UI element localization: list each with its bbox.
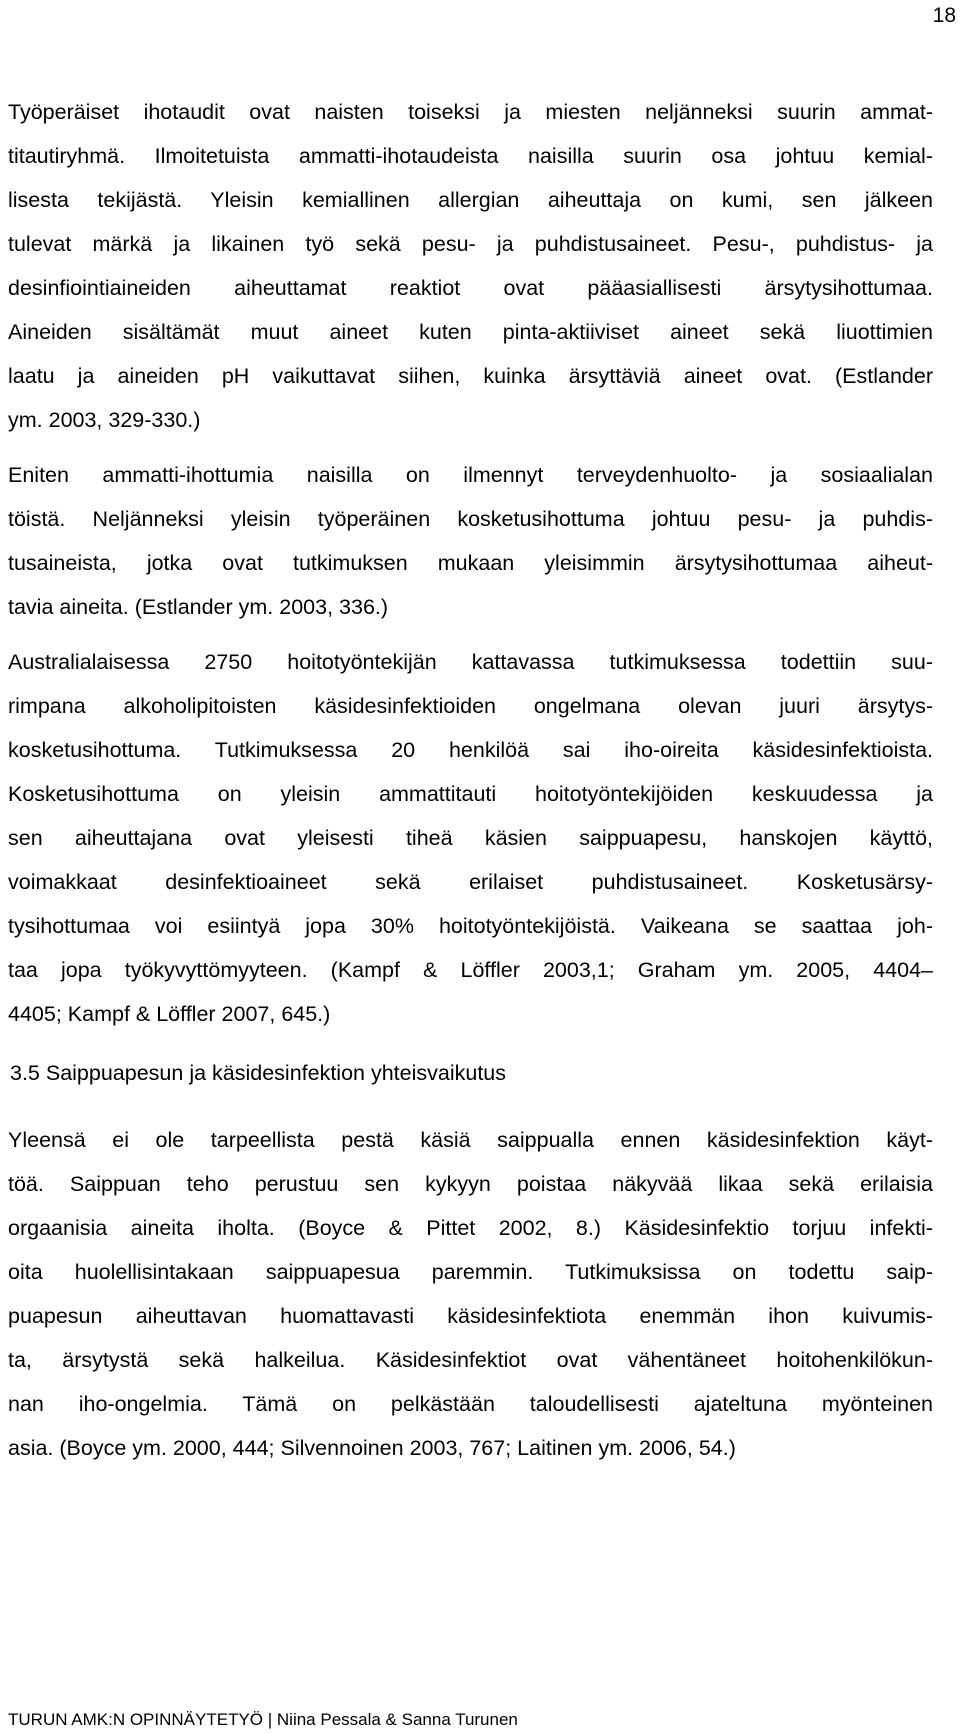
text-line: rimpana alkoholipitoisten käsidesinfektioiden ongelmana olevan juuri ärsytys- xyxy=(8,694,933,718)
text-line: laatu ja aineiden pH vaikuttavat siihen, kuinka ärsyttäviä aineet ovat. (Estlander xyxy=(8,364,933,388)
text-line: Aineiden sisältämät muut aineet kuten pinta-aktiiviset aineet sekä liuottimien xyxy=(8,320,933,344)
text-line: sen aiheuttajana ovat yleisesti tiheä käsien saippuapesu, hanskojen käyttö, xyxy=(8,826,933,850)
page-footer: TURUN AMK:N OPINNÄYTETYÖ | Niina Pessala & Sanna Turunen xyxy=(8,1710,518,1729)
text-line: puapesun aiheuttavan huomattavasti käsidesinfektiota enemmän ihon kuivumis- xyxy=(8,1304,933,1328)
text-line: Kosketusihottuma on yleisin ammattitauti hoitotyöntekijöiden keskuudessa ja xyxy=(8,782,933,806)
text-line: taa jopa työkyvyttömyyteen. (Kampf & Löffler 2003,1; Graham ym. 2005, 4404– xyxy=(8,958,933,982)
text-line: Eniten ammatti-ihottumia naisilla on ilmennyt terveydenhuolto- ja sosiaalialan xyxy=(8,463,933,487)
text-line: asia. (Boyce ym. 2000, 444; Silvennoinen 2003, 767; Laitinen ym. 2006, 54.) xyxy=(8,1436,736,1460)
text-line: Yleensä ei ole tarpeellista pestä käsiä saippualla ennen käsidesinfektion käyt- xyxy=(8,1128,933,1152)
text-line: kosketusihottuma. Tutkimuksessa 20 henkilöä sai iho-oireita käsidesinfektioista. xyxy=(8,738,933,762)
page-number: 18 xyxy=(932,4,956,27)
text-line: Australialaisessa 2750 hoitotyöntekijän kattavassa tutkimuksessa todettiin suu- xyxy=(8,650,933,674)
text-line: desinfiointiaineiden aiheuttamat reaktiot ovat pääasiallisesti ärsytysihottumaa. xyxy=(8,276,933,300)
text-line: titautiryhmä. Ilmoitetuista ammatti-ihotaudeista naisilla suurin osa johtuu kemial- xyxy=(8,144,933,168)
text-line: ta, ärsytystä sekä halkeilua. Käsidesinfektiot ovat vähentäneet hoitohenkilökun- xyxy=(8,1348,933,1372)
text-line: tulevat märkä ja likainen työ sekä pesu- ja puhdistusaineet. Pesu-, puhdistus- ja xyxy=(8,232,933,256)
text-line: nan iho-ongelmia. Tämä on pelkästään taloudellisesti ajateltuna myönteinen xyxy=(8,1392,933,1416)
text-line: lisesta tekijästä. Yleisin kemiallinen allergian aiheuttaja on kumi, sen jälkeen xyxy=(8,188,933,212)
text-line: oita huolellisintakaan saippuapesua paremmin. Tutkimuksissa on todettu saip- xyxy=(8,1260,933,1284)
text-line: orgaanisia aineita iholta. (Boyce & Pittet 2002, 8.) Käsidesinfektio torjuu infekti- xyxy=(8,1216,933,1240)
text-line: tavia aineita. (Estlander ym. 2003, 336.) xyxy=(8,595,389,619)
section-heading: 3.5 Saippuapesun ja käsidesinfektion yhteisvaikutus xyxy=(10,1061,507,1085)
text-line: voimakkaat desinfektioaineet sekä erilaiset puhdistusaineet. Kosketusärsy- xyxy=(8,870,933,894)
text-line: Työperäiset ihotaudit ovat naisten toiseksi ja miesten neljänneksi suurin ammat- xyxy=(8,100,933,124)
text-line: ym. 2003, 329-330.) xyxy=(8,408,201,432)
text-line: töä. Saippuan teho perustuu sen kykyyn poistaa näkyvää likaa sekä erilaisia xyxy=(8,1172,933,1196)
text-line: töistä. Neljänneksi yleisin työperäinen kosketusihottuma johtuu pesu- ja puhdis- xyxy=(8,507,933,531)
text-line: tysihottumaa voi esiintyä jopa 30% hoitotyöntekijöistä. Vaikeana se saattaa joh- xyxy=(8,914,933,938)
text-line: tusaineista, jotka ovat tutkimuksen mukaan yleisimmin ärsytysihottumaa aiheut- xyxy=(8,551,933,575)
text-line: 4405; Kampf & Löffler 2007, 645.) xyxy=(8,1002,331,1026)
